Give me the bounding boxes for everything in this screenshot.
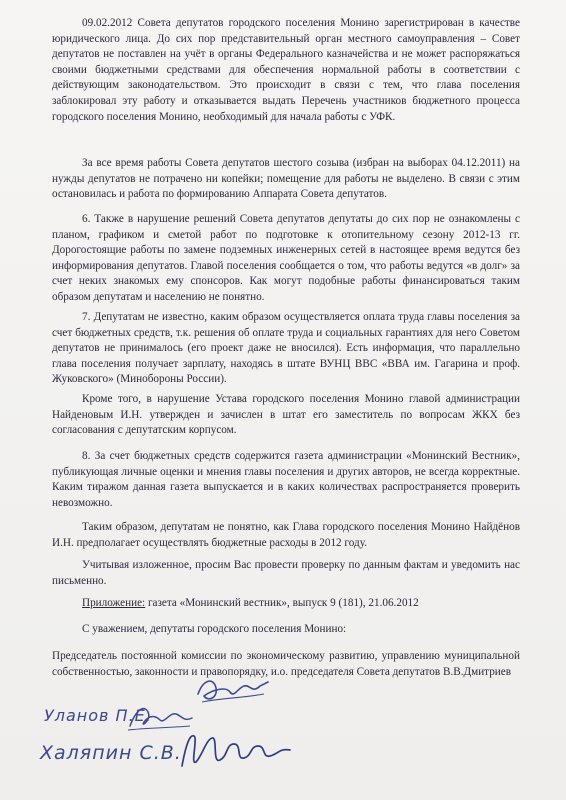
signature-dmitriev: [192, 672, 272, 708]
paragraph-request: Учитывая изложенное, просим Вас провести проверку по данным фактам и уведомить нас письменно.: [52, 559, 520, 587]
handwritten-name-ulanov: Уланов П.Е.: [44, 706, 152, 725]
paragraph-heating-season: 6. Также в нарушение решений Совета депутатов депутаты до сих пор не ознакомлены с планом, графиком и сметой работ по подготовке к отопительному сезону 2012-13 гг. Дорогостоящие работы по замене подземных инженерных сетей в настоящее время ведутся без информирования депутатов. Главой поселения сообщается о том, что работы ведутся «в долг» за счет неких знакомых ему спонсоров. Как могут подобные работы финансироваться таким образом депутатам и населению не понятно.: [52, 213, 520, 303]
paragraph-newspaper: 8. За счет бюджетных средств содержится газета администрации «Монинский Вестник», публикующая личные оценки и мнения главы поселения и других авторов, не всегда корректные. Каким тиражом данная газета выпускается и в каких количествах распространяется проверить невозможно.: [52, 450, 520, 509]
signatory-block: Председатель постоянной комиссии по экономическому развитию, управлению муниципальной собственностью, законности и правопорядку, и.о. председателя Совета депутатов В.В.Дмитриев: [52, 650, 520, 678]
attachment-label: Приложение:: [82, 597, 146, 609]
handwritten-name-khalyapin: Халяпин С.В.: [40, 742, 182, 764]
paragraph-expenses: За все время работы Совета депутатов шестого созыва (избран на выборах 04.12.2011) на нужды депутатов не потрачено ни копейки; помещение для работы не выделено. В связи с этим остановилась и работа по формированию Аппарата Совета депутатов.: [52, 157, 520, 201]
closing-line: С уважением, депутаты городского поселения Монино:: [82, 623, 347, 635]
signature-khalyapin: [176, 726, 296, 778]
attachment-line: [82, 596, 522, 612]
paragraph-deputy-hiring: Кроме того, в нарушение Устава городского поселения Монино главой администрации Найденовым И.Н. утвержден и зачислен в штат его заместитель по вопросам ЖКХ без согласования с депутатским корпусом.: [52, 393, 520, 437]
paragraph-salary: 7. Депутатам не известно, каким образом осуществляется оплата труда главы поселения за счет бюджетных средств, т.к. решения об оплате труда и социальных гарантиях для него Советом депутатов не принималось (его проект даже не вносился). Есть информация, что параллельно глава поселения получает зарплату, находясь в штате ВУНЦ ВВС «ВВА им. Гагарина и проф. Жуковского» (Минобороны России).: [52, 311, 520, 386]
paragraph-conclusion: Таким образом, депутатам не понятно, как Глава городского поселения Монино Найдёнов И.Н. предполагает осуществлять бюджетные расходы в 2012 году.: [52, 521, 520, 549]
paragraph-registration: 09.02.2012 Совета депутатов городского поселения Монино зарегистрирован в качестве юридического лица. До сих пор представительный орган местного самоуправления – Совет депутатов не поставлен на учёт в органы Федерального казначейства и не может распоряжаться своими бюджетными средствами для обеспечения нормальной работы в соответствии с действующим законодательством. Это происходит в связи с тем, что глава поселения заблокировал эту работу и отказывается выдать Перечень участников бюджетного процесса городского поселения Монино, необходимый для начала работы с УФК.: [52, 17, 520, 123]
attachment-text: газета «Монинский вестник», выпуск 9 (181), 21.06.2012: [145, 597, 419, 609]
